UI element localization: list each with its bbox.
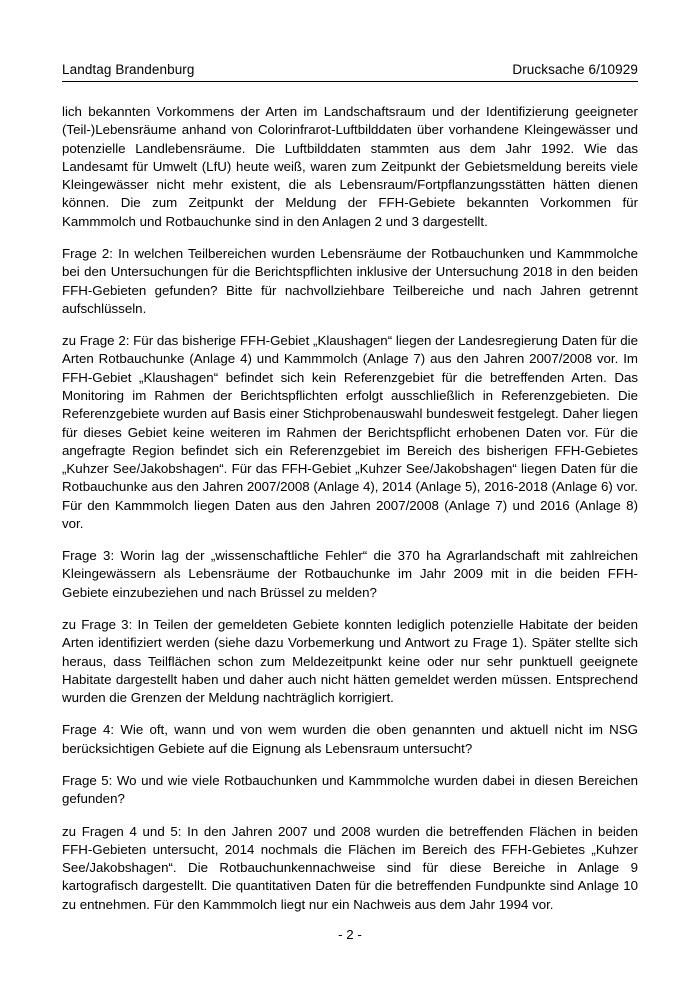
paragraph: zu Frage 2: Für das bisherige FFH-Gebiet „Klaushagen“ liegen der Landesregierung Daten für die Arten Rotbauchunke (Anlage 4) und Kammmolch (Anlage 7) aus den Jahren 2007/2008 vor. Im FFH-Gebiet „Klaushagen“ befindet sich kein Referenzgebiet für die betreffenden Arten. Das Monitoring im Rahmen der Berichtspflichten erfolgt ausschließlich in Referenzgebieten. Die Referenzgebiete wurden auf Basis einer Stichprobenauswahl bundesweit festgelegt. Daher liegen für dieses Gebiet keine weiteren im Rahmen der Berichtspflicht erhobenen Daten vor. Für die angefragte Region befindet sich ein Referenzgebiet im Bereich des bisherigen FFH-Gebietes „Kuhzer See/Jakobshagen“. Für das FFH-Gebiet „Kuhzer See/Jakobshagen“ liegen Daten für die Rotbauchunke aus den Jahren 2007/2008 (Anlage 4), 2014 (Anlage 5), 2016-2018 (Anlage 6) vor. Für den Kammmolch liegen Daten aus den Jahren 2007/2008 (Anlage 7) und 2016 (Anlage 8) vor. (62, 333, 638, 531)
page-header (62, 62, 638, 77)
paragraph: lich bekannten Vorkommens der Arten im Landschaftsraum und der Identifizierung geeigneter (Teil-)Lebensräume anhand von Colorinfrarot-Luftbilddaten über vorhandene Kleingewässer und potenzielle Landlebensräume. Die Luftbilddaten stammten aus dem Jahr 1992. Wie das Landesamt für Umwelt (LfU) heute weiß, waren zum Zeitpunkt der Gebietsmeldung bereits viele Kleingewässer nicht mehr existent, die als Lebensraum/Fortpflanzungsstätten hätten dienen können. Die zum Zeitpunkt der Meldung der FFH-Gebiete bekannten Vorkommen für Kammmolch und Rotbauchunke sind in den Anlagen 2 und 3 dargestellt. (62, 104, 638, 229)
header-divider (62, 81, 638, 82)
header-left-text: Landtag Brandenburg (62, 62, 195, 77)
paragraph: zu Fragen 4 und 5: In den Jahren 2007 und 2008 wurden die betreffenden Flächen in beiden FFH-Gebieten untersucht, 2014 nochmals die Flächen im Bereich des FFH-Gebietes „Kuhzer See/Jakobshagen“. Die Rotbauchunkennachweise sind für diese Bereiche in Anlage 9 kartografisch dargestellt. Die quantitativen Daten für die betreffenden Fundpunkte sind Anlage 10 zu entnehmen. Für den Kammmolch liegt nur ein Nachweis aus dem Jahr 1994 vor. (62, 823, 638, 912)
paragraph: Frage 5: Wo und wie viele Rotbauchunken und Kammmolche wurden dabei in diesen Bereichen gefunden? (62, 773, 638, 807)
page-number: - 2 - (338, 927, 362, 942)
paragraph: Frage 3: Worin lag der „wissenschaftliche Fehler“ die 370 ha Agrarlandschaft mit zahlreichen Kleingewässern als Lebensräume der Rotbauchunke im Jahr 2009 mit in die beiden FFH- Gebiete einzubeziehen und nach Brüssel zu melden? (62, 548, 638, 600)
header-right-text: Drucksache 6/10929 (512, 62, 638, 77)
paragraph: Frage 2: In welchen Teilbereichen wurden Lebensräume der Rotbauchunken und Kammmolche bei den Untersuchungen für die Berichtspflichten inklusive der Untersuchung 2018 in den beiden FFH-Gebieten gefunden? Bitte für nachvollziehbare Teilbereiche und nach Jahren getrennt aufschlüsseln. (62, 245, 638, 316)
document-body (62, 103, 638, 914)
paragraph: zu Frage 3: In Teilen der gemeldeten Gebiete konnten lediglich potenzielle Habitate der beiden Arten identifiziert werden (siehe dazu Vorbemerkung und Antwort zu Frage 1). Später stellte sich heraus, dass Teilflächen schon zum Meldezeitpunkt keine oder nur sehr punktuell geeignete Habitate dargestellt haben und daher auch nicht hätten gemeldet werden müssen. Entsprechend wurden die Grenzen der Meldung nachträglich korrigiert. (62, 617, 638, 706)
page-footer (0, 927, 700, 942)
paragraph: Frage 4: Wie oft, wann und von wem wurden die oben genannten und aktuell nicht im NSG berücksichtigen Gebiete auf die Eignung als Lebensraum untersucht? (62, 722, 638, 756)
